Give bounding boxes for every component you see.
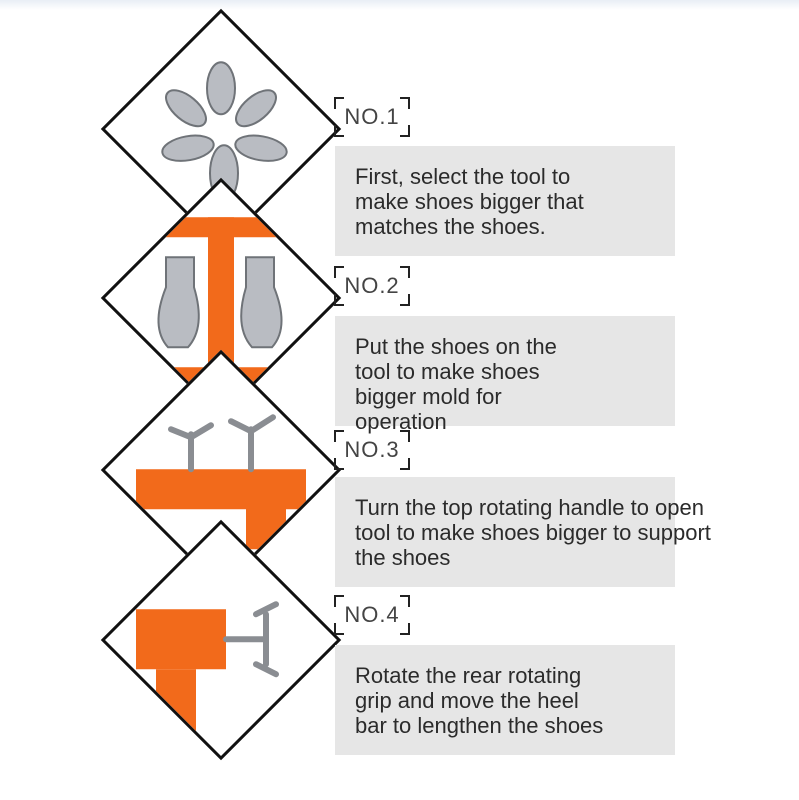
step4-description: Rotate the rear rotating grip and move the heel bar to lengthen the shoes [355, 663, 604, 738]
step3-tag [334, 430, 410, 470]
step1-tag [334, 97, 410, 137]
step3-text-box [335, 477, 711, 587]
step2-text-box [335, 316, 675, 434]
top-gradient [0, 0, 799, 10]
step4-image [101, 520, 341, 760]
step3-tag-label: NO.3 [344, 437, 400, 462]
step1-text-box [335, 146, 675, 256]
rear-grip-icon [101, 520, 341, 760]
step4-tag [334, 595, 410, 635]
step2-tag-label: NO.2 [344, 273, 400, 298]
step1-tag-label: NO.1 [344, 104, 400, 129]
step2-tag [334, 266, 410, 306]
step1-description: First, select the tool to make shoes bigger that matches the shoes. [355, 164, 584, 239]
step2-description: Put the shoes on the tool to make shoes bigger mold for operation [355, 334, 557, 434]
step4-tag-label: NO.4 [344, 602, 400, 627]
step3-description: Turn the top rotating handle to open tool to make shoes bigger to support the shoes [355, 495, 711, 570]
step4-text-box [335, 645, 675, 755]
